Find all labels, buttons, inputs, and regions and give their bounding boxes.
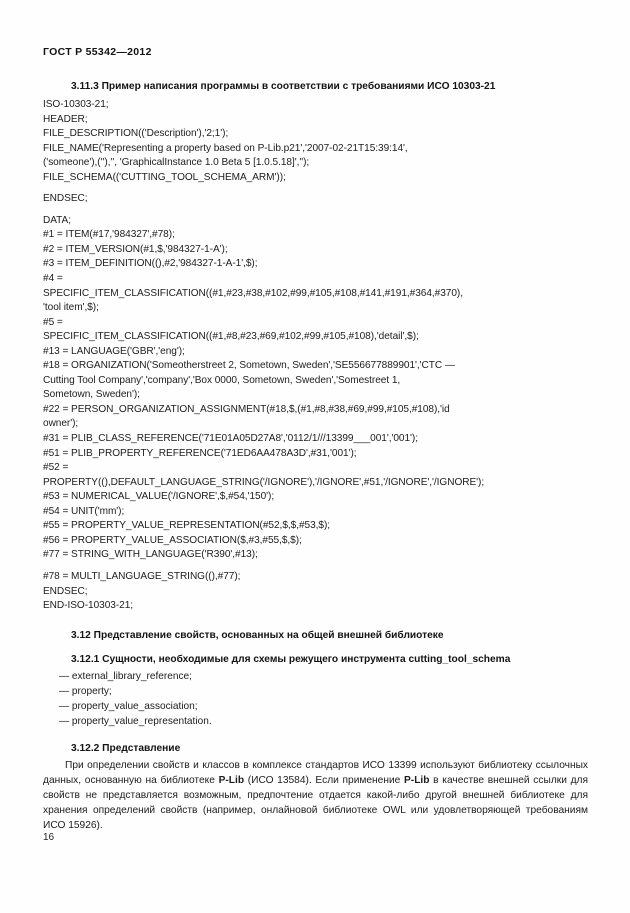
listing-line: #51 = PLIB_PROPERTY_REFERENCE('71ED6AA478A3D',#31,'001'); [43,447,357,459]
clause-3-12-2-heading: 3.12.2 Представление [71,742,181,754]
listing-line: ENDSEC; [43,193,88,205]
clause-3-12-2-paragraph [43,758,588,834]
paragraph-text: При определении свойств и классов в комплексе стандартов ИСО 13399 используют библиотеку ссылочных данных, основанную на библиотеке [43,759,588,786]
entity-list-item: — property_value_representation. [59,715,212,727]
entity-list-item: — property_value_association; [59,700,198,712]
paragraph-text: в качестве внешней ссылки для свойств не представляется возможным, предпочтение отдается какой-либо другой внешней библиотеке для хранения определений свойств (например, онлайновой библиотеке OWL или удовлетворяющей требованиям ИСО 15926). [43,774,588,832]
listing-line: #1 = ITEM(#17,'984327',#78); [43,229,175,241]
listing-line: ISO-10303-21; [43,99,109,110]
listing-line: HEADER; [43,113,88,125]
listing-line: ('someone'),(''),'', 'GraphicalInstance 1.0 Beta 5 [1.0.5.18]',''); [43,157,310,169]
listing-line: SPECIFIC_ITEM_CLASSIFICATION((#1,#8,#23,#69,#102,#99,#105,#108),'detail',$); [43,331,419,343]
clause-3-12-heading: 3.12 Представление свойств, основанных на общей внешней библиотеке [71,629,444,641]
listing-line: SPECIFIC_ITEM_CLASSIFICATION((#1,#23,#38,#102,#99,#105,#108,#141,#191,#364,#370), [43,287,463,299]
plib-term: P-Lib [404,774,430,786]
clause-3-12-1-heading: 3.12.1 Сущности, необходимые для схемы режущего инструмента cutting_tool_schema [71,653,511,665]
clause-3-12-block [43,628,588,834]
listing-line: #2 = ITEM_VERSION(#1,$,'984327-1-A'); [43,243,228,255]
listing-line: #77 = STRING_WITH_LANGUAGE('R390',#13); [43,549,258,561]
listing-line: #52 = [43,462,69,474]
listing-line: PROPERTY((),DEFAULT_LANGUAGE_STRING('/IGNORE'),'/IGNORE',#51,'/IGNORE','/IGNORE'); [43,476,485,488]
listing-line: ENDSEC; [43,585,88,597]
clause-3-11-3-heading: 3.11.3 Пример написания программы в соответствии с требованиями ИСО 10303-21 [71,81,496,92]
entity-list-item: — property; [59,685,112,697]
listing-line: #55 = PROPERTY_VALUE_REPRESENTATION(#52,$,$,#53,$); [43,520,331,532]
listing-line: #13 = LANGUAGE('GBR','eng'); [43,345,185,357]
listing-line: DATA; [43,214,71,226]
plib-term: P-Lib [218,774,245,786]
page-number: 16 [43,832,55,843]
listing-line: #56 = PROPERTY_VALUE_ASSOCIATION($,#3,#55,$,$); [43,534,302,546]
entity-list [43,669,588,729]
listing-line: 'tool item',$); [43,302,99,314]
listing-line: #18 = ORGANIZATION('Someotherstreet 2, Sometown, Sweden','SE556677889901','CTC — [43,360,455,372]
page-content [43,80,588,834]
entity-list-item: — external_library_reference; [59,670,192,682]
listing-line: #22 = PERSON_ORGANIZATION_ASSIGNMENT(#18,$,(#1,#8,#38,#69,#99,#105,#108),'id [43,403,450,415]
standard-header: ГОСТ Р 55342—2012 [43,46,152,58]
listing-line: #5 = [43,316,63,328]
listing-line: owner'); [43,418,79,430]
listing-line: Cutting Tool Company','company','Box 0000, Sometown, Sweden','Somestreet 1, [43,374,401,386]
listing-line: FILE_SCHEMA(('CUTTING_TOOL_SCHEMA_ARM')); [43,171,286,183]
listing-line: END-ISO-10303-21; [43,600,134,612]
listing-line: #78 = MULTI_LANGUAGE_STRING((),#77); [43,570,241,582]
listing-line: #4 = [43,273,63,285]
listing-line: #3 = ITEM_DEFINITION((),#2,'984327-1-A-1',$); [43,258,258,270]
paragraph-text: (ИСО 13584). Если применение [244,774,405,786]
spacer [43,643,588,652]
listing-line: #53 = NUMERICAL_VALUE('/IGNORE',$,#54,'150'); [43,491,275,503]
listing-line: #54 = UNIT('mm'); [43,505,125,517]
listing-line: FILE_NAME('Representing a property based on P-Lib.p21','2007-02-21T15:39:14', [43,142,408,154]
express-listing [43,98,588,614]
listing-line: Sometown, Sweden'); [43,389,140,401]
listing-line: FILE_DESCRIPTION(('Description'),'2;1'); [43,128,229,140]
listing-line: #31 = PLIB_CLASS_REFERENCE('71E01A05D27A8','0112/1///13399___001','001'); [43,433,418,445]
